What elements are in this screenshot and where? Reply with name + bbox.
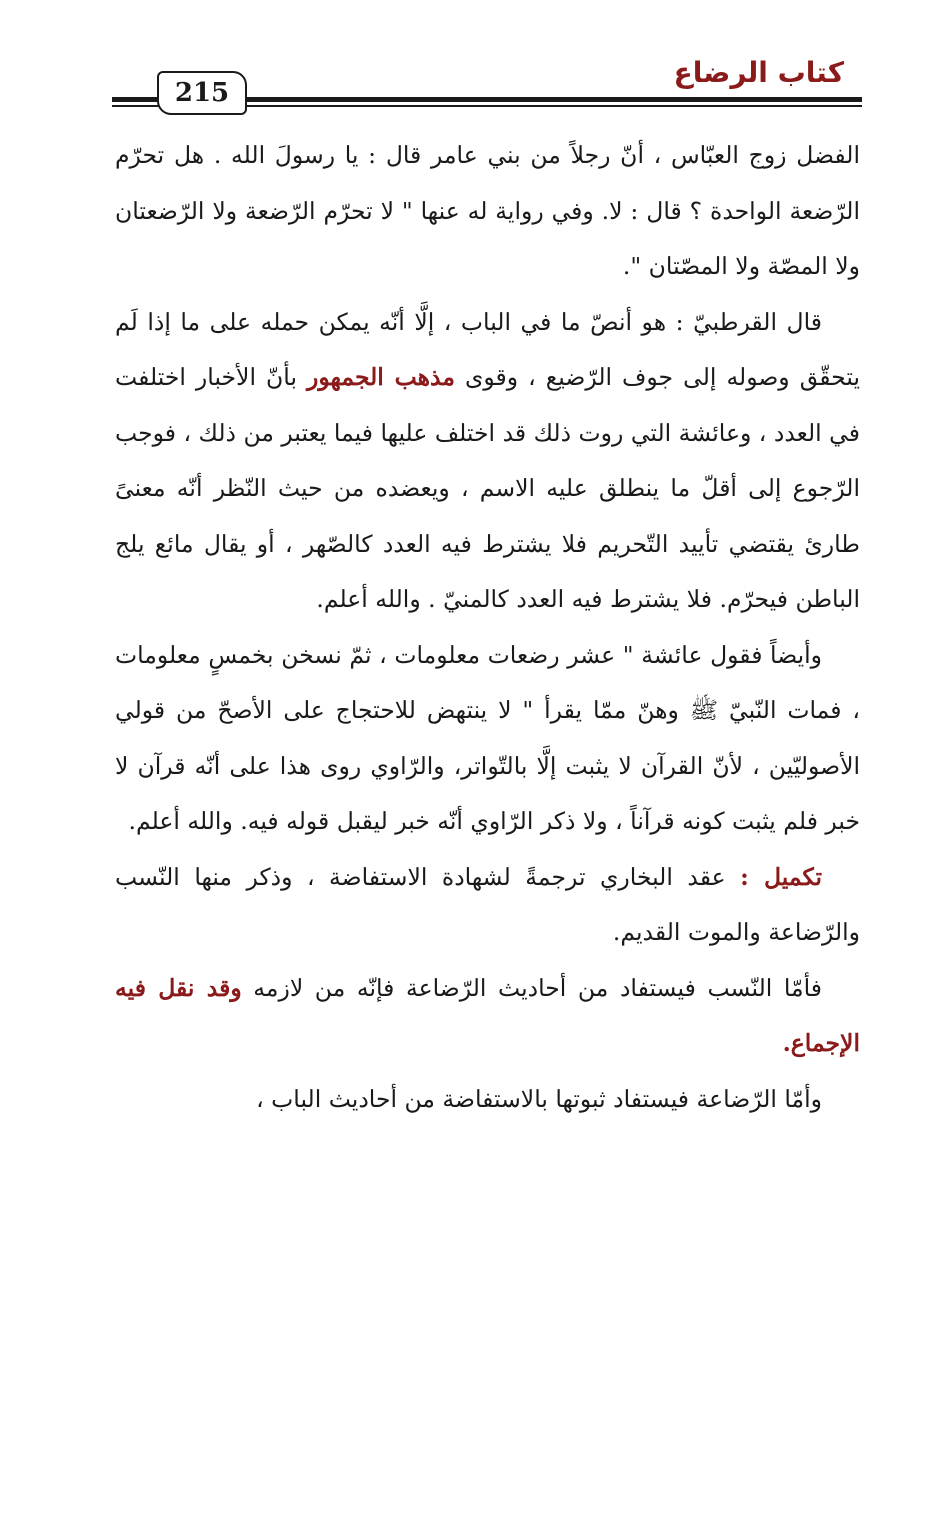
- paragraph-continuation: [115, 128, 860, 295]
- paragraph-radaa: [115, 1072, 860, 1128]
- paragraph-text: بأنّ الأخبار اختلفت في العدد ، وعائشة التي روت ذلك قد اختلف عليها فيما يعتبر من ذلك ، فوجب الرّجوع إلى أقلّ ما ينطلق عليه الاسم ، ويعضده من حيث النّظر أنّه معنىً طارئ يقتضي تأييد التّحريم فلا يشترط فيه العدد كالصّهر ، أو يقال مائع يلج الباطن فيحرّم. فلا يشترط فيه العدد كالمنيّ . والله أعلم.: [115, 363, 860, 613]
- book-title: كتاب الرضاع: [673, 56, 844, 89]
- page-number: 215: [174, 78, 230, 108]
- page-header: [112, 48, 862, 118]
- paragraph-text: عقد البخاري ترجمةً لشهادة الاستفاضة ، وذكر منها النّسب والرّضاعة والموت القديم.: [115, 862, 860, 946]
- paragraph-nasab: [115, 961, 860, 1072]
- paragraph-aisha: [115, 628, 860, 850]
- paragraph-takmil: [115, 850, 860, 961]
- highlighted-phrase: وقد نقل فيه الإجماع.: [115, 973, 860, 1057]
- paragraph-text: وأمّا الرّضاعة فيستفاد ثبوتها بالاستفاضة من أحاديث الباب ،: [256, 1084, 822, 1113]
- paragraph-text: وأيضاً فقول عائشة " عشر رضعات معلومات ، ثمّ نسخن بخمسٍ معلومات ، فمات النّبيّ ﷺ وهنّ ممّا يقرأ " لا ينتهض للاحتجاج على الأصحّ من قولي الأصوليّين ، لأنّ القرآن لا يثبت إلَّا بالتّواتر، والرّاوي روى هذا على أنّه قرآن لا خبر فلم يثبت كونه قرآناً ، ولا ذكر الرّاوي أنّه خبر ليقبل قوله فيه. والله أعلم.: [115, 640, 860, 835]
- body-text: [115, 128, 860, 1127]
- paragraph-qurtubi: [115, 295, 860, 628]
- takmil-label: تكميل :: [740, 862, 822, 891]
- page-number-box: [157, 71, 247, 115]
- paragraph-text: فأمّا النّسب فيستفاد من أحاديث الرّضاعة فإنّه من لازمه: [241, 973, 822, 1002]
- paragraph-text: الفضل زوج العبّاس ، أنّ رجلاً من بني عامر قال : يا رسولَ الله . هل تحرّم الرّضعة الواحدة ؟ قال : لا. وفي رواية له عنها " لا تحرّم الرّضعة ولا الرّضعتان ولا المصّة ولا المصّتان ".: [115, 141, 860, 280]
- highlighted-phrase: مذهب الجمهور: [307, 363, 455, 391]
- paragraph-text: قال القرطبيّ : هو أنصّ ما في الباب ، إلَّا أنّه يمكن حمله على ما إذا لَم يتحقّق وصوله إلى جوف الرّضيع ، وقوى: [115, 307, 860, 391]
